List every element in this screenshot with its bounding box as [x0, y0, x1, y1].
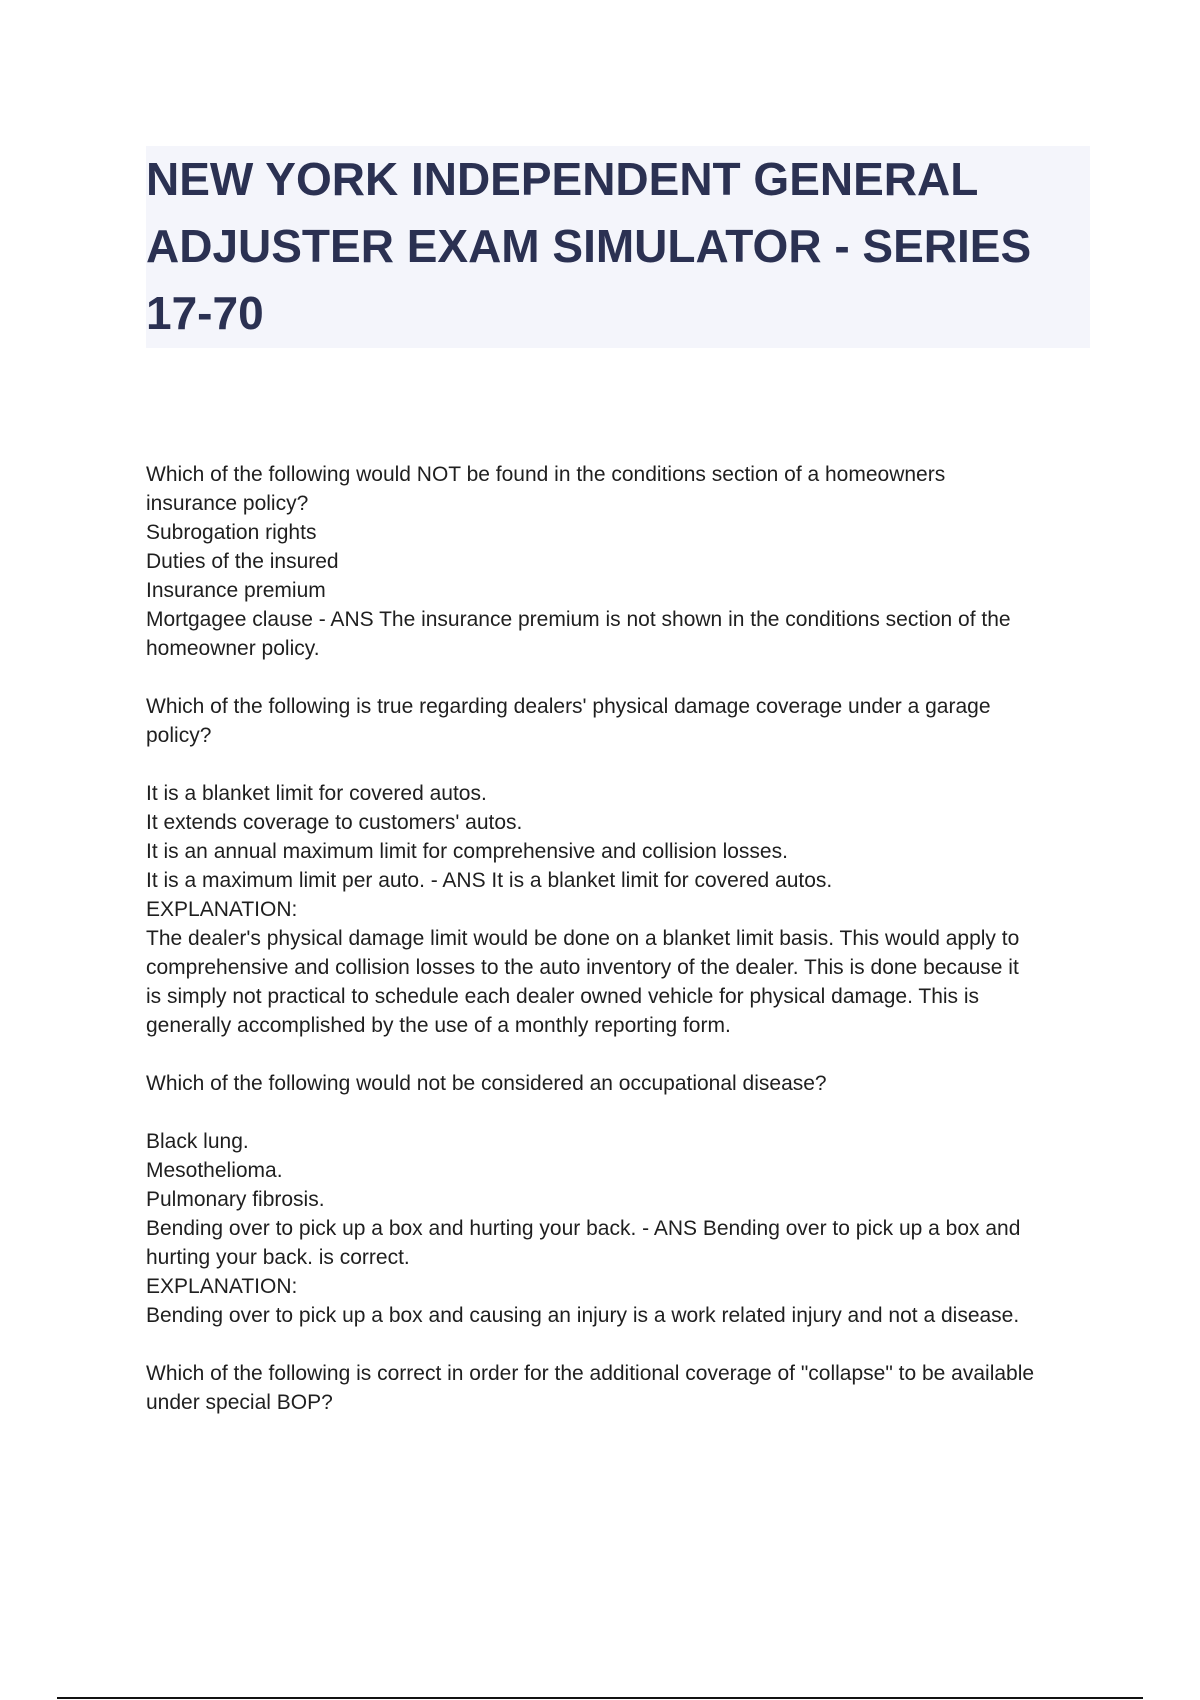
title-banner: [146, 146, 1090, 348]
answer-option: Mesothelioma.: [146, 1159, 283, 1182]
title-line: ADJUSTER EXAM SIMULATOR - SERIES: [146, 220, 1032, 272]
document-body: [146, 460, 1096, 1417]
question-text: insurance policy?: [146, 492, 309, 515]
answer-option: Subrogation rights: [146, 521, 317, 544]
title-line: NEW YORK INDEPENDENT GENERAL: [146, 153, 979, 205]
question-text: Which of the following would NOT be found in the conditions section of a homeowners: [146, 463, 946, 486]
explanation-text: is simply not practical to schedule each dealer owned vehicle for physical damage. This is: [146, 985, 980, 1008]
document-title: [146, 146, 1090, 347]
answer-option: It is an annual maximum limit for comprehensive and collision losses.: [146, 840, 788, 863]
answer-option: It is a maximum limit per auto. - ANS It is a blanket limit for covered autos.: [146, 869, 833, 892]
answer-option: It extends coverage to customers' autos.: [146, 811, 523, 834]
answer-option: hurting your back. is correct.: [146, 1246, 410, 1269]
question-block-4: [146, 1359, 1096, 1417]
spacer: [146, 1330, 1096, 1359]
question-text: policy?: [146, 724, 212, 747]
answer-text: Mortgagee clause - ANS The insurance premium is not shown in the conditions section of the: [146, 608, 1011, 631]
explanation-text: The dealer's physical damage limit would be done on a blanket limit basis. This would apply to: [146, 927, 1020, 950]
spacer: [146, 1098, 1096, 1127]
answer-option: Insurance premium: [146, 579, 326, 602]
answer-option: It is a blanket limit for covered autos.: [146, 782, 487, 805]
answer-option: Duties of the insured: [146, 550, 339, 573]
question-text: Which of the following would not be considered an occupational disease?: [146, 1072, 827, 1095]
question-block-3: [146, 1069, 1096, 1330]
spacer: [146, 750, 1096, 779]
question-block-2: [146, 692, 1096, 1040]
explanation-text: generally accomplished by the use of a monthly reporting form.: [146, 1014, 731, 1037]
answer-option: Pulmonary fibrosis.: [146, 1188, 325, 1211]
answer-option: Bending over to pick up a box and hurting your back. - ANS Bending over to pick up a box and: [146, 1217, 1021, 1240]
spacer: [146, 1040, 1096, 1069]
question-text: under special BOP?: [146, 1391, 333, 1414]
question-text: Which of the following is true regarding dealers' physical damage coverage under a garage: [146, 695, 991, 718]
explanation-label: EXPLANATION:: [146, 898, 298, 921]
question-text: Which of the following is correct in order for the additional coverage of "collapse" to be available: [146, 1362, 1035, 1385]
footer-divider: [57, 1697, 1143, 1699]
question-block-1: [146, 460, 1096, 663]
answer-option: Black lung.: [146, 1130, 249, 1153]
answer-text: homeowner policy.: [146, 637, 320, 660]
explanation-text: Bending over to pick up a box and causing an injury is a work related injury and not a disease.: [146, 1304, 1020, 1327]
spacer: [146, 663, 1096, 692]
explanation-label: EXPLANATION:: [146, 1275, 298, 1298]
title-line: 17-70: [146, 287, 264, 339]
explanation-text: comprehensive and collision losses to the auto inventory of the dealer. This is done because it: [146, 956, 1019, 979]
